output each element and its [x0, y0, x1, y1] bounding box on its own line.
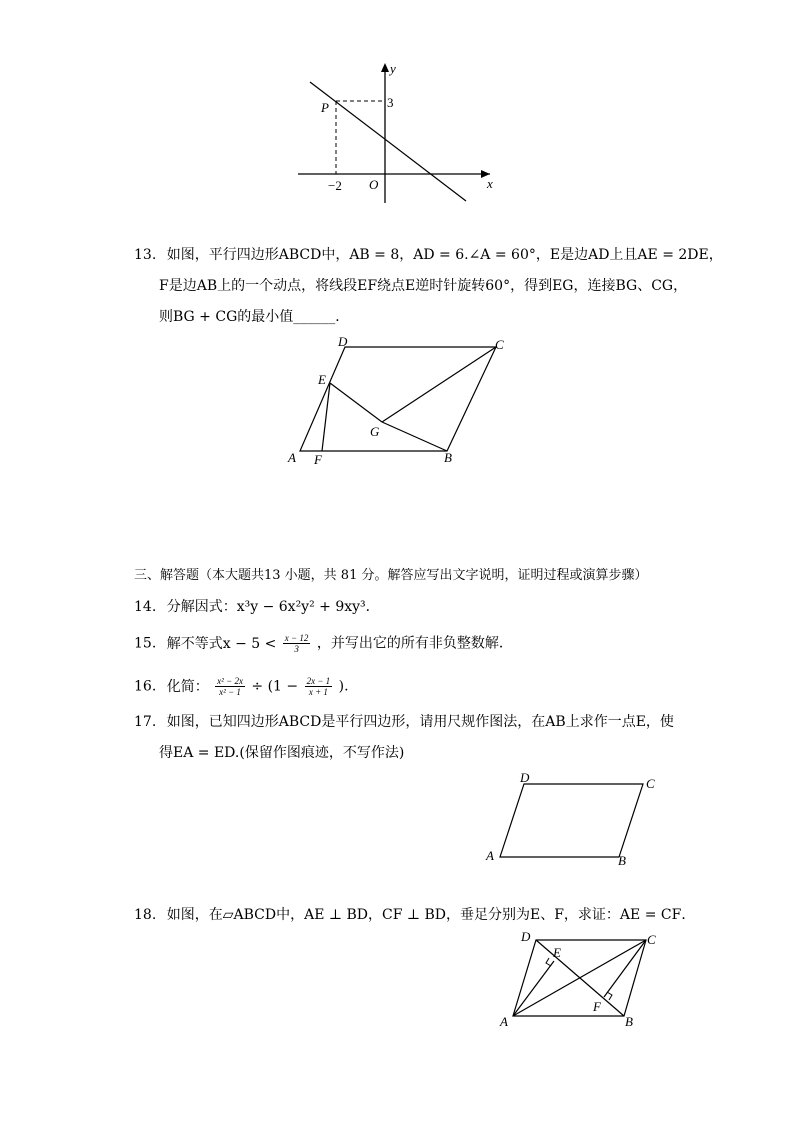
parallelogram-abcd: [500, 784, 643, 857]
segment-ef: [322, 383, 330, 451]
q12-graph: [290, 58, 500, 208]
label-c: C: [495, 337, 504, 352]
q14-text: 分解因式：x³y − 6x²y² + 9xy³．: [166, 599, 380, 615]
q15-frac-den: 3: [294, 644, 299, 654]
q15-prefix: 解不等式x − 5 <: [166, 635, 277, 652]
q14-number: 14.: [134, 599, 157, 615]
y-tick-label: 3: [387, 95, 394, 110]
q16-fraction-2: [305, 676, 333, 697]
q16-number: 16.: [134, 678, 157, 695]
right-angle-e: [546, 958, 551, 966]
label-d: D: [338, 334, 348, 349]
q16-line: [134, 676, 349, 697]
q15-suffix: ，并写出它的所有非负整数解．: [316, 635, 513, 652]
q13-text-2: F是边AB上的一个动点，将线段EF绕点E逆时针旋转60°，得到EG，连接BG、CG，: [159, 278, 688, 294]
section-3-title: [134, 566, 647, 586]
label-d: D: [520, 770, 530, 785]
label-c: C: [646, 776, 655, 791]
label-c: C: [647, 932, 656, 947]
segment-cf: [604, 940, 646, 997]
q15-frac-num: x − 12: [284, 633, 309, 643]
q18-figure: [496, 928, 666, 1037]
segment-ae: [513, 961, 554, 1016]
q14-line: [134, 597, 380, 617]
label-a: A: [486, 848, 494, 863]
q17-line-2: [159, 743, 404, 763]
q16-middle: ÷ (1 −: [251, 678, 299, 695]
q13-diagram: [282, 330, 512, 470]
q12-figure: [290, 58, 500, 212]
q16-prefix: 化简：: [166, 678, 209, 695]
q13-line-1: [134, 245, 723, 265]
q15-line: [134, 633, 513, 654]
q15-number: 15.: [134, 635, 157, 652]
label-g: G: [370, 424, 380, 439]
label-b: B: [618, 853, 626, 868]
segment-gb: [382, 422, 447, 451]
y-axis-arrow: [381, 63, 389, 72]
q15-fraction: [283, 633, 311, 654]
q16-frac2-num: 2x − 1: [306, 676, 331, 686]
q16-frac1-den: x² − 1: [219, 687, 241, 697]
right-angle-f: [607, 992, 612, 1000]
q17-line-1: [134, 712, 674, 732]
q13-line-2: [159, 276, 687, 296]
q17-diagram: [482, 768, 662, 868]
label-b: B: [444, 450, 452, 465]
q16-frac1-num: x² − 2x: [217, 676, 243, 686]
q18-text: 如图，在▱ABCD中，AE ⊥ BD，CF ⊥ BD，垂足分别为E、F，求证：AE = CF．: [166, 907, 696, 923]
label-b: B: [625, 1014, 633, 1029]
q13-line-3: [159, 307, 349, 327]
q13-text-3: 则BG + CG的最小值______．: [159, 309, 350, 325]
parallelogram-abcd: [300, 347, 496, 451]
label-f: F: [593, 999, 601, 1014]
section-3-title-text: 三、解答题（本大题共13 小题，共 81 分。解答应写出文字说明，证明过程或演算步骤）: [134, 568, 648, 583]
label-a: A: [500, 1014, 508, 1029]
x-axis-label: x: [487, 176, 493, 191]
label-f: F: [314, 452, 322, 467]
q18-diagram: [496, 928, 666, 1033]
q18-number: 18.: [134, 907, 157, 923]
label-a: A: [288, 450, 296, 465]
q18-line: [134, 905, 695, 925]
label-d: D: [521, 929, 531, 944]
label-e: E: [553, 945, 561, 960]
q13-text-1: 如图，平行四边形ABCD中，AB = 8，AD = 6.∠A = 60°，E是边AD上且AE = 2DE，: [166, 247, 723, 263]
q16-suffix: ).: [338, 678, 349, 695]
q13-number: 13.: [134, 247, 157, 263]
q17-number: 17.: [134, 714, 157, 730]
q16-fraction-1: [215, 676, 245, 697]
y-axis-label: y: [390, 61, 396, 76]
origin-label: O: [369, 177, 379, 192]
q17-text-2: 得EA = ED.(保留作图痕迹，不写作法): [159, 745, 405, 761]
q17-text-1: 如图，已知四边形ABCD是平行四边形，请用尺规作图法，在AB上求作一点E，使: [166, 714, 674, 730]
x-tick-label: −2: [328, 178, 342, 193]
q16-frac2-den: x + 1: [308, 687, 328, 697]
segment-eg: [330, 383, 382, 422]
point-p-label: P: [321, 100, 329, 115]
label-e: E: [318, 372, 326, 387]
q13-figure: [282, 330, 512, 474]
q17-figure: [482, 768, 662, 872]
